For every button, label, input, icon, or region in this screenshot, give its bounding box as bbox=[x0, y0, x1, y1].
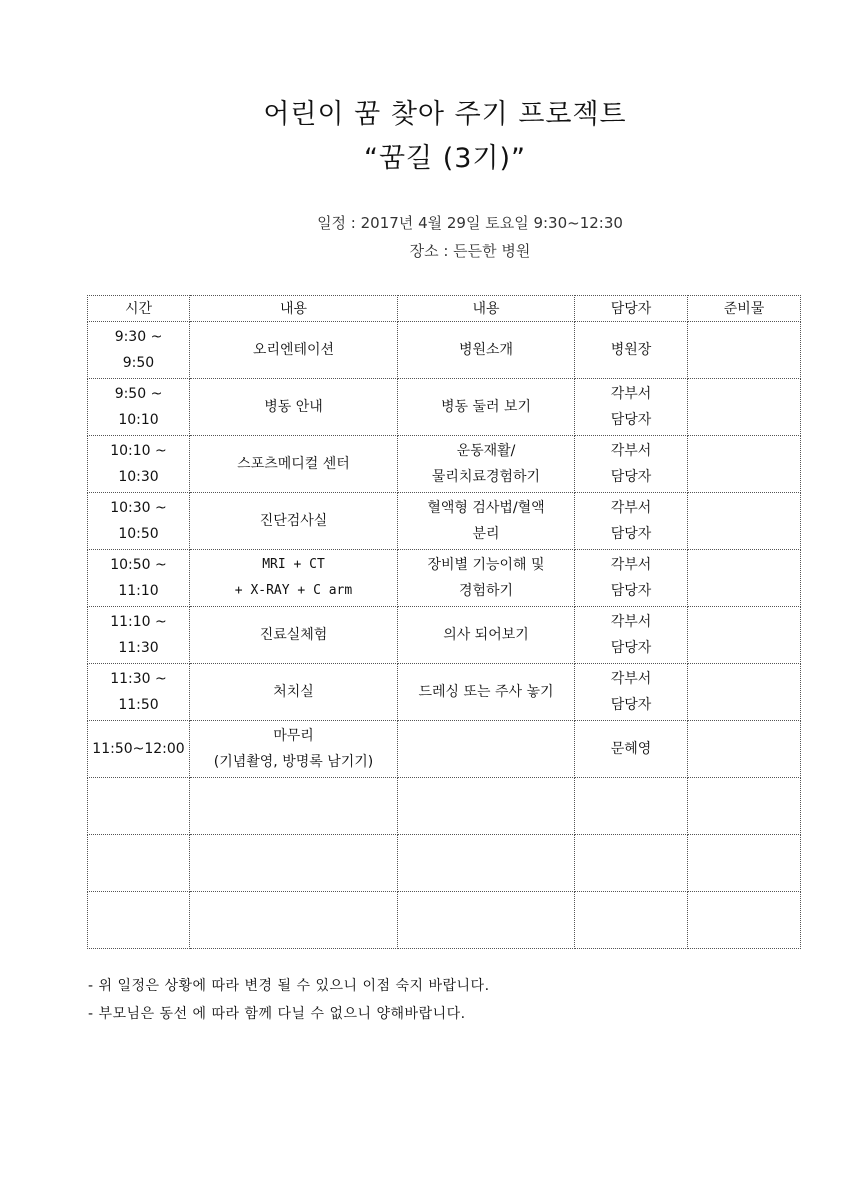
document-title: 어린이 꿈 찾아 주기 프로젝트 bbox=[263, 99, 627, 130]
content-cell bbox=[190, 379, 398, 436]
content-line: 병원소개 bbox=[458, 342, 514, 358]
time-line: 11:30 ~ bbox=[110, 671, 167, 687]
content-line: 처치실 bbox=[273, 684, 314, 700]
time-line: 10:10 ~ bbox=[110, 443, 167, 459]
empty-cell bbox=[190, 892, 398, 949]
manager-cell bbox=[575, 721, 688, 778]
manager-cell bbox=[575, 664, 688, 721]
content-line: + X-RAY + C arm bbox=[234, 583, 353, 598]
time-line: 11:30 bbox=[118, 640, 159, 656]
time-line: 9:30 ~ bbox=[114, 329, 163, 345]
note-line: - 부모님은 동선 에 따라 함께 다닐 수 없으니 양해바랍니다. bbox=[88, 1006, 466, 1022]
empty-cell bbox=[688, 778, 801, 835]
preparation-cell bbox=[688, 550, 801, 607]
manager-line: 담당자 bbox=[610, 583, 652, 599]
time-cell bbox=[88, 550, 190, 607]
content-line: 물리치료경험하기 bbox=[431, 469, 541, 485]
time-line: 11:10 bbox=[118, 583, 159, 599]
time-line: 9:50 bbox=[122, 355, 155, 371]
time-line: 10:30 bbox=[118, 469, 159, 485]
content-line: 진단검사실 bbox=[259, 513, 328, 529]
manager-cell bbox=[575, 550, 688, 607]
empty-cell bbox=[688, 835, 801, 892]
content-cell bbox=[398, 721, 575, 778]
empty-cell bbox=[688, 892, 801, 949]
content-cell bbox=[190, 607, 398, 664]
empty-cell bbox=[190, 835, 398, 892]
time-line: 9:50 ~ bbox=[114, 386, 163, 402]
manager-line: 담당자 bbox=[610, 412, 652, 428]
empty-cell bbox=[398, 892, 575, 949]
manager-cell bbox=[575, 493, 688, 550]
preparation-cell bbox=[688, 607, 801, 664]
content-cell bbox=[190, 436, 398, 493]
place-info: 장소 : 든든한 병원 bbox=[409, 242, 531, 260]
content-line: 장비별 기능이해 및 bbox=[427, 557, 545, 573]
header-content-2: 내용 bbox=[398, 296, 575, 322]
preparation-cell bbox=[688, 493, 801, 550]
content-cell bbox=[190, 322, 398, 379]
content-line: 병동 둘러 보기 bbox=[440, 399, 532, 415]
header-manager: 담당자 bbox=[575, 296, 688, 322]
preparation-cell bbox=[688, 436, 801, 493]
table-row bbox=[88, 607, 801, 664]
table-row bbox=[88, 436, 801, 493]
time-line: 11:50 bbox=[118, 697, 159, 713]
manager-line: 문혜영 bbox=[610, 741, 652, 757]
manager-line: 각부서 bbox=[610, 671, 652, 687]
content-line: (기념촬영, 방명록 남기기) bbox=[213, 754, 374, 770]
time-cell bbox=[88, 322, 190, 379]
content-line: 진료실체험 bbox=[259, 627, 328, 643]
content-cell bbox=[190, 664, 398, 721]
time-line: 11:10 ~ bbox=[110, 614, 167, 630]
manager-line: 병원장 bbox=[610, 342, 652, 358]
header-time: 시간 bbox=[88, 296, 190, 322]
empty-table-row bbox=[88, 892, 801, 949]
manager-line: 각부서 bbox=[610, 500, 652, 516]
manager-cell bbox=[575, 322, 688, 379]
time-line: 10:50 ~ bbox=[110, 557, 167, 573]
preparation-cell bbox=[688, 379, 801, 436]
content-cell bbox=[190, 550, 398, 607]
empty-table-row bbox=[88, 778, 801, 835]
content-cell bbox=[398, 322, 575, 379]
preparation-cell bbox=[688, 721, 801, 778]
table-row bbox=[88, 322, 801, 379]
manager-line: 각부서 bbox=[610, 614, 652, 630]
schedule-table bbox=[87, 295, 801, 949]
manager-line: 담당자 bbox=[610, 697, 652, 713]
schedule-info: 일정 : 2017년 4월 29일 토요일 9:30~12:30 bbox=[317, 214, 623, 232]
header-preparation: 준비물 bbox=[688, 296, 801, 322]
time-cell bbox=[88, 493, 190, 550]
manager-line: 각부서 bbox=[610, 386, 652, 402]
note-line: - 위 일정은 상황에 따라 변경 될 수 있으니 이점 숙지 바랍니다. bbox=[88, 978, 490, 994]
content-cell bbox=[398, 664, 575, 721]
manager-line: 각부서 bbox=[610, 443, 652, 459]
empty-cell bbox=[190, 778, 398, 835]
time-line: 10:30 ~ bbox=[110, 500, 167, 516]
manager-cell bbox=[575, 436, 688, 493]
content-cell bbox=[398, 379, 575, 436]
content-line: 병동 안내 bbox=[264, 399, 323, 415]
manager-line: 담당자 bbox=[610, 526, 652, 542]
table-row bbox=[88, 721, 801, 778]
content-line: 혈액형 검사법/혈액 bbox=[427, 500, 545, 516]
time-cell bbox=[88, 721, 190, 778]
manager-line: 담당자 bbox=[610, 469, 652, 485]
table-row bbox=[88, 550, 801, 607]
manager-cell bbox=[575, 607, 688, 664]
empty-cell bbox=[398, 835, 575, 892]
notes-section bbox=[88, 972, 490, 1028]
content-line: 오리엔테이션 bbox=[252, 342, 335, 358]
content-cell bbox=[190, 721, 398, 778]
document-subtitle: “꿈길 (3기)” bbox=[363, 143, 527, 174]
time-line: 11:50~12:00 bbox=[92, 741, 185, 757]
empty-cell bbox=[398, 778, 575, 835]
content-line: 스포츠메디컬 센터 bbox=[237, 456, 350, 472]
empty-cell bbox=[575, 892, 688, 949]
time-cell bbox=[88, 379, 190, 436]
empty-cell bbox=[88, 892, 190, 949]
table-row bbox=[88, 664, 801, 721]
table-row bbox=[88, 493, 801, 550]
content-line: 운동재활/ bbox=[456, 443, 516, 459]
content-cell bbox=[398, 493, 575, 550]
preparation-cell bbox=[688, 664, 801, 721]
content-line: MRI + CT bbox=[262, 557, 325, 572]
content-cell bbox=[190, 493, 398, 550]
empty-cell bbox=[88, 778, 190, 835]
content-line: 경험하기 bbox=[458, 583, 514, 599]
table-row bbox=[88, 379, 801, 436]
empty-cell bbox=[88, 835, 190, 892]
empty-cell bbox=[575, 835, 688, 892]
time-line: 10:50 bbox=[118, 526, 159, 542]
header-content-1: 내용 bbox=[190, 296, 398, 322]
preparation-cell bbox=[688, 322, 801, 379]
content-line: 분리 bbox=[472, 526, 500, 542]
empty-cell bbox=[575, 778, 688, 835]
content-cell bbox=[398, 436, 575, 493]
table-header-row bbox=[88, 296, 801, 322]
time-line: 10:10 bbox=[118, 412, 159, 428]
content-cell bbox=[398, 550, 575, 607]
manager-line: 각부서 bbox=[610, 557, 652, 573]
empty-table-row bbox=[88, 835, 801, 892]
time-cell bbox=[88, 436, 190, 493]
content-line: 마무리 bbox=[273, 728, 314, 744]
time-cell bbox=[88, 664, 190, 721]
time-cell bbox=[88, 607, 190, 664]
content-line: 의사 되어보기 bbox=[443, 627, 529, 643]
content-cell bbox=[398, 607, 575, 664]
manager-cell bbox=[575, 379, 688, 436]
manager-line: 담당자 bbox=[610, 640, 652, 656]
content-line: 드레싱 또는 주사 놓기 bbox=[418, 684, 554, 700]
